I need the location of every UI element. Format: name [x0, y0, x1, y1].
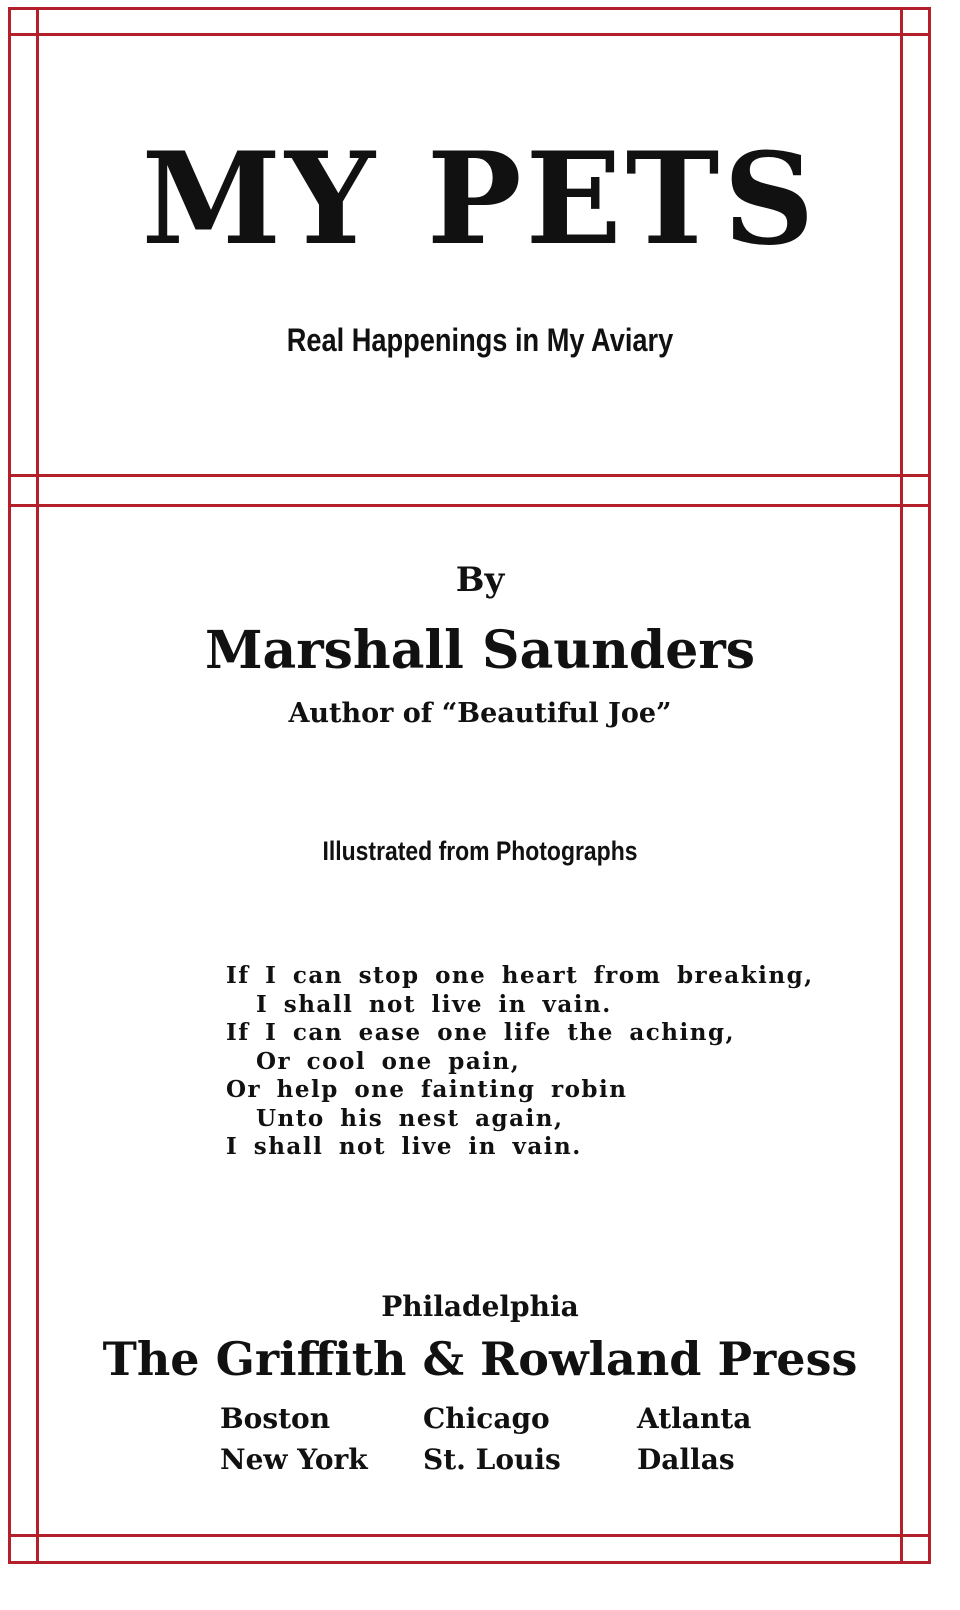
- frame-line: [8, 1561, 931, 1564]
- poem-line: I shall not live in vain.: [226, 1133, 582, 1160]
- branch-cities-col-2: [423, 1398, 561, 1480]
- frame-line: [8, 474, 931, 477]
- illustration-note: Illustrated from Photographs: [322, 836, 638, 866]
- branch-city: Chicago: [423, 1402, 550, 1435]
- author-name: Marshall Saunders: [204, 620, 755, 681]
- poem-line: Unto his nest again,: [256, 1104, 564, 1132]
- poem-line: If I can stop one heart from breaking,: [226, 962, 814, 989]
- branch-cities-col-3: [637, 1398, 751, 1480]
- branch-cities-col-1: [220, 1398, 368, 1480]
- book-title: MY PETS: [141, 125, 819, 273]
- branch-city: Dallas: [637, 1443, 735, 1476]
- frame-line: [8, 504, 931, 507]
- frame-line: [8, 33, 931, 36]
- byline-by: By: [455, 560, 505, 600]
- frame-line: [8, 7, 931, 10]
- poem-line: I shall not live in vain.: [256, 990, 612, 1018]
- poem-line: Or cool one pain,: [256, 1047, 521, 1075]
- epigraph-poem: [226, 962, 814, 1162]
- branch-city: Boston: [220, 1402, 331, 1435]
- frame-line: [8, 1534, 931, 1537]
- poem-line: Or help one fainting robin: [226, 1076, 628, 1103]
- publisher-name: The Griffith & Rowland Press: [102, 1332, 858, 1386]
- imprint-city: Philadelphia: [381, 1290, 579, 1323]
- branch-city: New York: [220, 1443, 368, 1476]
- branch-city: St. Louis: [423, 1443, 561, 1476]
- poem-line: If I can ease one life the aching,: [226, 1019, 736, 1046]
- author-note: Author of “Beautiful Joe”: [288, 698, 672, 729]
- book-subtitle: Real Happenings in My Aviary: [286, 322, 674, 358]
- branch-city: Atlanta: [637, 1402, 752, 1435]
